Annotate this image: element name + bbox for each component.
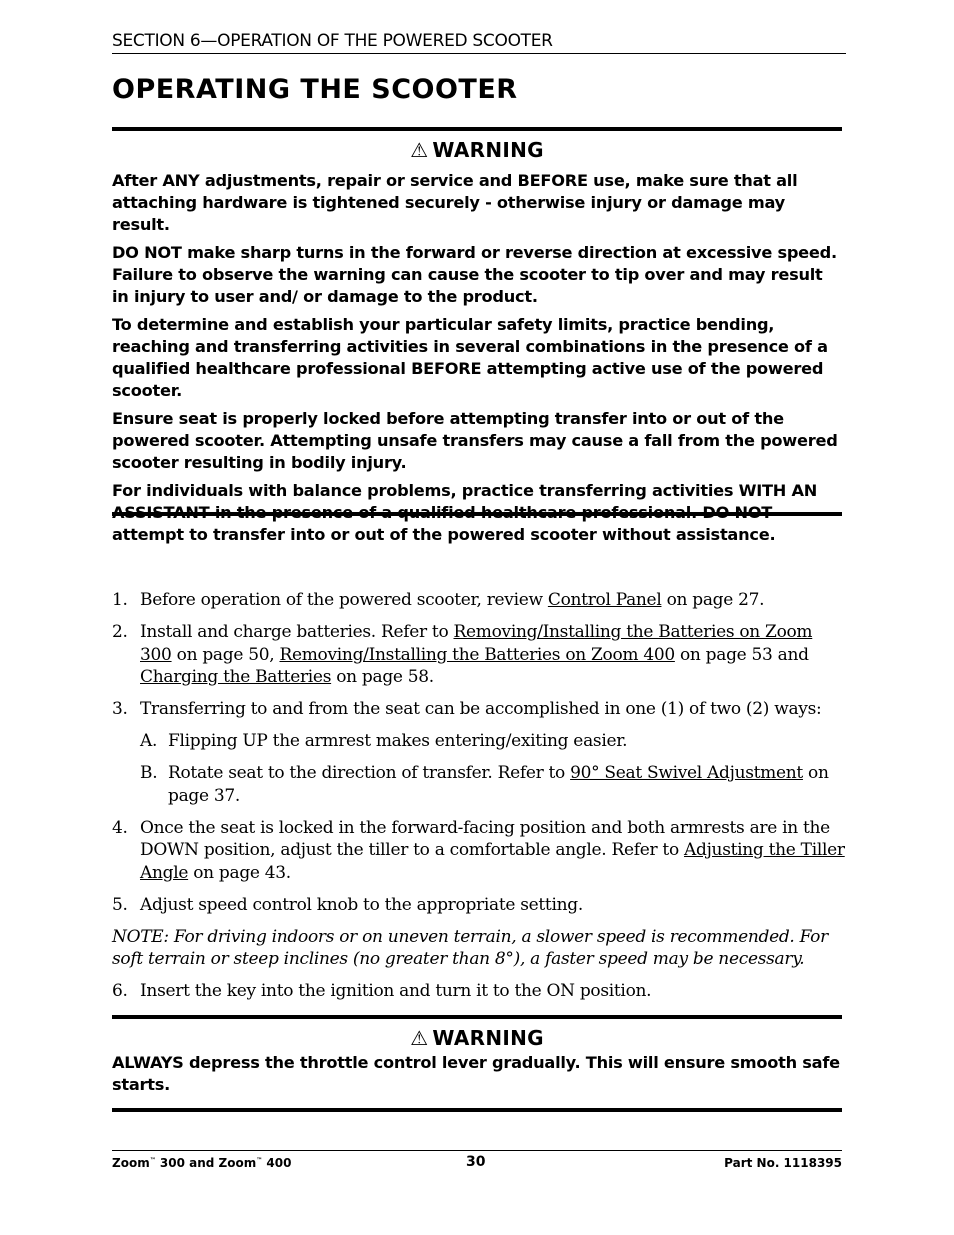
speed-note: NOTE: For driving indoors or on uneven terrain, a slower speed is recommended. For soft terrain or steep inclines (no greater than 8°), a faster speed may be necessary. xyxy=(112,926,828,969)
warning-top-rule xyxy=(112,1015,842,1019)
section-header: SECTION 6—OPERATION OF THE POWERED SCOOTER xyxy=(112,31,846,54)
step-3 xyxy=(112,698,846,721)
step-text: on page 27. xyxy=(661,590,765,610)
step-text: Adjust speed control knob to the appropriate setting. xyxy=(140,894,583,915)
link-batteries-zoom-300[interactable]: Removing/Installing the Batteries on Zoom 300 xyxy=(140,622,813,665)
trademark-mark: ™ xyxy=(256,1157,263,1164)
warning-heading xyxy=(112,1026,842,1050)
step-text: Install and charge batteries. Refer to xyxy=(140,622,454,642)
step-number: 6. xyxy=(112,981,128,1001)
warning-heading xyxy=(112,138,842,162)
step-4 xyxy=(112,817,846,885)
step-text: Before operation of the powered scooter, review xyxy=(140,590,548,610)
footer-rule xyxy=(112,1150,842,1151)
footer-model-text: 400 xyxy=(262,1156,292,1170)
link-control-panel[interactable]: Control Panel xyxy=(547,590,662,610)
step-text: on page 37. xyxy=(168,763,829,806)
step-text: Transferring to and from the seat can be accomplished in one (1) of two (2) ways: xyxy=(140,699,822,719)
step-text: Rotate seat to the direction of transfer. Refer to xyxy=(168,763,571,783)
warning-bottom-rule xyxy=(112,1108,842,1112)
step-text: Once the seat is locked in the forward-facing position and both armrests are in the DOWN position, adjust the tiller to a comfortable angle. Refer to xyxy=(140,817,830,860)
warning-box xyxy=(112,170,842,552)
step-5 xyxy=(112,894,846,917)
page-number: 30 xyxy=(466,1154,486,1170)
step-number: 2. xyxy=(112,622,128,642)
trademark-mark: ™ xyxy=(149,1157,156,1164)
link-charging-batteries[interactable]: Charging the Batteries xyxy=(140,667,332,687)
substep-letter: A. xyxy=(140,731,158,751)
warning-paragraph: To determine and establish your particular safety limits, practice bending, reaching and transferring activities in several combinations in the presence of a qualified healthcare professional BEFORE attempting active use of the powered scooter. xyxy=(112,315,828,400)
warning-paragraph: Ensure seat is properly locked before attempting transfer into or out of the powered scooter. Attempting unsafe transfers may cause a fall from the powered scooter resulting in bodily injury. xyxy=(112,409,838,472)
warning-paragraph: ALWAYS depress the throttle control lever gradually. This will ensure smooth safe starts. xyxy=(112,1053,840,1094)
step-text: Flipping UP the armrest makes entering/exiting easier. xyxy=(168,731,628,751)
warning-bottom-rule xyxy=(112,512,842,516)
warning-paragraph: After ANY adjustments, repair or service and BEFORE use, make sure that all attaching hardware is tightened securely - otherwise injury or damage may result. xyxy=(112,171,798,234)
warning-box xyxy=(112,1052,842,1102)
step-1 xyxy=(112,589,846,612)
warning-paragraph: DO NOT make sharp turns in the forward or reverse direction at excessive speed. Failure to observe the warning can cause the scooter to tip over and may result in injury to user and/ or damage to the product. xyxy=(112,243,837,306)
warning-paragraph: For individuals with balance problems, practice transferring activities WITH AN attempt to transfer into or out of the powered scooter without assistance. xyxy=(112,481,818,544)
step-text: on page 43. xyxy=(188,862,291,883)
step-3b xyxy=(112,762,846,807)
operation-steps xyxy=(112,589,846,1012)
warning-title: WARNING xyxy=(432,1026,544,1050)
link-seat-swivel[interactable]: 90° Seat Swivel Adjustment xyxy=(570,763,803,783)
page-title: OPERATING THE SCOOTER xyxy=(112,74,518,105)
step-number: 3. xyxy=(112,699,128,719)
step-2 xyxy=(112,621,846,689)
warning-triangle-icon: ⚠ xyxy=(410,138,429,162)
footer-model xyxy=(112,1156,291,1170)
warning-title: WARNING xyxy=(432,138,544,162)
footer-model-text: Zoom xyxy=(112,1156,150,1170)
step-number: 1. xyxy=(112,590,128,610)
substep-letter: B. xyxy=(140,763,158,783)
step-text: on page 50, xyxy=(171,644,280,665)
step-6 xyxy=(112,980,846,1003)
step-number: 5. xyxy=(112,894,128,915)
link-batteries-zoom-400[interactable]: Removing/Installing the Batteries on Zoom 400 xyxy=(279,644,675,665)
step-number: 4. xyxy=(112,817,128,838)
warning-top-rule xyxy=(112,127,842,131)
step-text: Insert the key into the ignition and turn it to the ON position. xyxy=(140,981,652,1001)
step-text: on page 53 and xyxy=(674,644,809,665)
step-text: on page 58. xyxy=(331,667,434,687)
footer-model-text: 300 and Zoom xyxy=(155,1156,257,1170)
part-number: Part No. 1118395 xyxy=(724,1156,842,1170)
step-3a xyxy=(112,730,846,753)
link-tiller-angle[interactable]: Adjusting the Tiller Angle xyxy=(140,840,845,883)
warning-triangle-icon: ⚠ xyxy=(410,1026,429,1050)
